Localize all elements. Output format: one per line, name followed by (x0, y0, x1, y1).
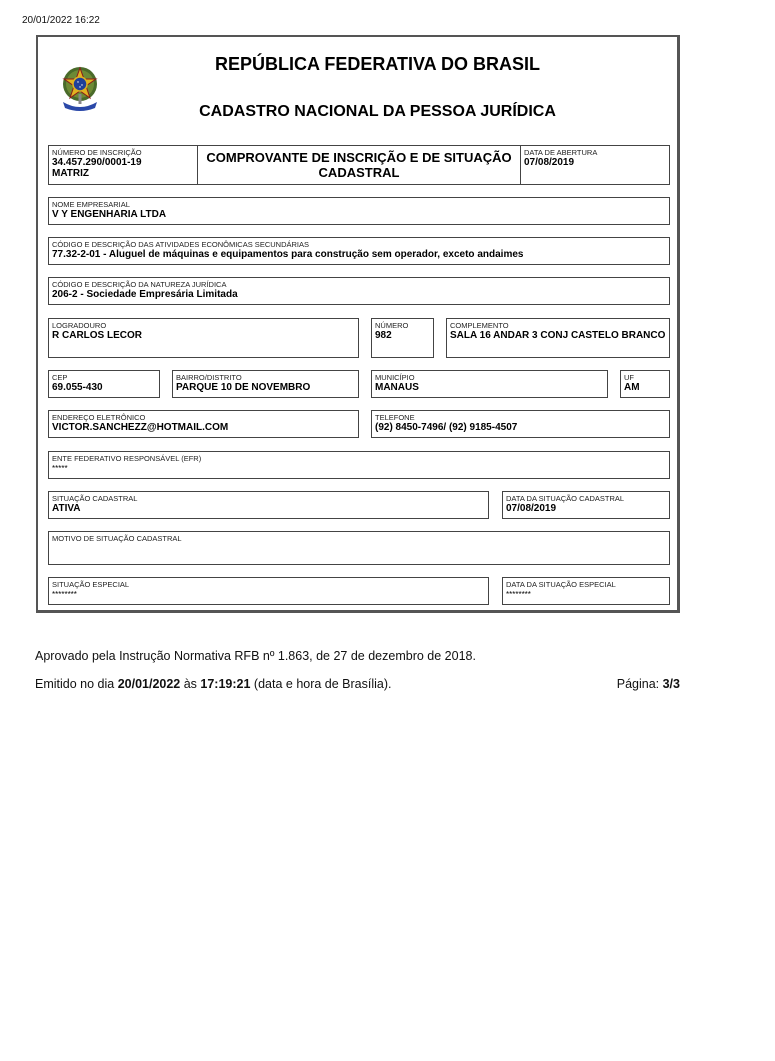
page-number (617, 677, 680, 691)
field-situacao-especial (48, 577, 489, 605)
field-bairro (172, 370, 359, 398)
emission-time: 17:19:21 (200, 677, 251, 691)
field-label: DATA DA SITUAÇÃO ESPECIAL (506, 580, 616, 589)
field-uf (620, 370, 670, 398)
field-value: 34.457.290/0001-19 (52, 157, 142, 168)
field-label: COMPLEMENTO (450, 321, 509, 330)
print-timestamp: 20/01/2022 16:22 (22, 15, 100, 26)
field-value-type: MATRIZ (52, 168, 90, 179)
field-natureza-juridica (48, 277, 670, 305)
emission-prefix: Emitido no dia (35, 677, 118, 691)
page-subtitle: CADASTRO NACIONAL DA PESSOA JURÍDICA (199, 103, 556, 120)
field-value: AM (624, 382, 640, 393)
emission-line (35, 677, 680, 691)
field-label: BAIRRO/DISTRITO (176, 373, 242, 382)
field-value: 77.32-2-01 - Aluguel de máquinas e equipamentos para construção sem operador, exceto andaimes (52, 249, 524, 260)
field-label: SITUAÇÃO ESPECIAL (52, 580, 130, 589)
field-situacao-cadastral (48, 491, 489, 519)
emission-date: 20/01/2022 (117, 677, 181, 691)
field-comprovante-title (197, 145, 521, 185)
field-value: (92) 8450-7496/ (92) 9185-4507 (375, 422, 518, 433)
field-value: MANAUS (375, 382, 419, 393)
field-numero (371, 318, 434, 358)
field-label: CEP (52, 373, 68, 382)
field-label: ENDEREÇO ELETRÔNICO (52, 413, 146, 422)
field-label: CÓDIGO E DESCRIÇÃO DA NATUREZA JURÍDICA (52, 280, 227, 289)
field-label: TELEFONE (375, 413, 415, 422)
field-value: 206-2 - Sociedade Empresária Limitada (52, 289, 238, 300)
field-value: 07/08/2019 (524, 157, 575, 168)
cnpj-document-frame (36, 35, 680, 613)
field-value: ******** (52, 590, 77, 599)
field-value: ***** (52, 464, 68, 473)
field-label: NÚMERO DE INSCRIÇÃO (52, 148, 142, 157)
field-nome-empresarial (48, 197, 670, 225)
field-label: CÓDIGO E DESCRIÇÃO DAS ATIVIDADES ECONÔMICAS SECUNDÁRIAS (52, 240, 309, 249)
field-numero-inscricao (48, 145, 198, 185)
page-label: Página: (616, 677, 663, 691)
emission-suffix: (data e hora de Brasília). (250, 677, 392, 691)
field-label: DATA DA SITUAÇÃO CADASTRAL (506, 494, 625, 503)
field-value: 69.055-430 (52, 382, 103, 393)
field-value: SALA 16 ANDAR 3 CONJ CASTELO BRANCO (450, 330, 666, 341)
field-value: VICTOR.SANCHEZZ@HOTMAIL.COM (52, 422, 229, 433)
field-value: ATIVA (52, 503, 81, 514)
field-data-situacao-cadastral (502, 491, 670, 519)
field-label: DATA DE ABERTURA (524, 148, 598, 157)
field-motivo-situacao (48, 531, 670, 565)
field-label: MOTIVO DE SITUAÇÃO CADASTRAL (52, 534, 182, 543)
field-value: PARQUE 10 DE NOVEMBRO (176, 382, 311, 393)
page-value: 3/3 (662, 677, 680, 691)
field-label: UF (624, 373, 634, 382)
emission-info (35, 677, 392, 691)
field-data-situacao-especial (502, 577, 670, 605)
page-title: REPÚBLICA FEDERATIVA DO BRASIL (214, 54, 540, 74)
field-label: NÚMERO (375, 321, 409, 330)
field-label: NOME EMPRESARIAL (52, 200, 130, 209)
comprovante-title: COMPROVANTE DE INSCRIÇÃO E DE SITUAÇÃO CADASTRAL (206, 150, 512, 180)
field-cep (48, 370, 160, 398)
field-value: 07/08/2019 (506, 503, 557, 514)
field-telefone (371, 410, 670, 438)
field-atividades-secundarias (48, 237, 670, 265)
field-email (48, 410, 359, 438)
field-data-abertura (520, 145, 670, 185)
field-label: LOGRADOURO (52, 321, 107, 330)
field-value: ******** (506, 590, 531, 599)
field-value: 982 (375, 330, 392, 341)
field-logradouro (48, 318, 359, 358)
field-label: SITUAÇÃO CADASTRAL (52, 494, 138, 503)
field-label: MUNICÍPIO (375, 373, 415, 382)
approval-note: Aprovado pela Instrução Normativa RFB nº 1.863, de 27 de dezembro de 2018. (35, 649, 476, 663)
field-municipio (371, 370, 608, 398)
field-label: ENTE FEDERATIVO RESPONSÁVEL (EFR) (52, 454, 202, 463)
field-efr (48, 451, 670, 479)
emission-mid: às (180, 677, 201, 691)
field-value: V Y ENGENHARIA LTDA (52, 209, 167, 220)
field-complemento (446, 318, 670, 358)
field-value: R CARLOS LECOR (52, 330, 142, 341)
